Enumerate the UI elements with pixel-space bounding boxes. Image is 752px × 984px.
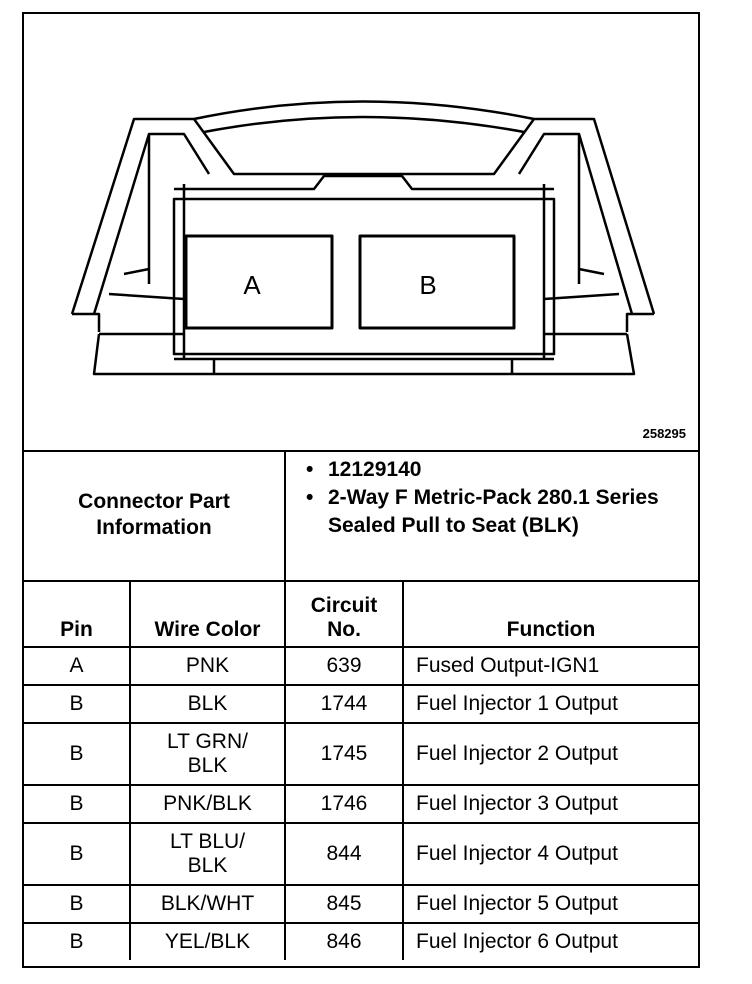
figure-number: 258295 [642,426,686,441]
connector-diagram [24,14,698,452]
part-number: • 12129140 [304,456,684,484]
pin-cell: B [24,923,130,960]
connector-drawing [24,14,698,448]
part-info-label-line: Connector Part [78,490,230,513]
circuit-cell: 1744 [285,685,403,723]
table-row [24,685,698,723]
wire-color-cell: BLK [130,685,285,723]
wire-color-cell: BLK/WHT [130,885,285,923]
pin-cell: B [24,885,130,923]
function-cell: Fuel Injector 3 Output [403,785,698,823]
pin-cell: B [24,823,130,885]
pin-cell: B [24,723,130,785]
part-info-label [24,450,286,580]
header-pin: Pin [24,580,130,647]
function-cell: Fuel Injector 6 Output [403,923,698,960]
table-row [24,785,698,823]
connector-part-info [24,450,698,582]
circuit-cell: 845 [285,885,403,923]
connector-sheet [22,12,700,968]
wire-color-cell: PNK [130,647,285,685]
table-row [24,823,698,885]
pin-a-label: A [243,270,261,300]
circuit-cell: 844 [285,823,403,885]
pin-cell: A [24,647,130,685]
function-cell: Fuel Injector 5 Output [403,885,698,923]
pin-b-label: B [419,270,437,300]
pin-cell: B [24,785,130,823]
function-cell: Fuel Injector 1 Output [403,685,698,723]
circuit-cell: 846 [285,923,403,960]
wire-color-cell: LT GRN/ BLK [130,723,285,785]
header-circuit-no: Circuit No. [285,580,403,647]
pin-cell: B [24,685,130,723]
function-cell: Fused Output-IGN1 [403,647,698,685]
pinout-table [24,580,698,960]
part-info-label-line: Information [96,516,212,539]
table-row [24,647,698,685]
circuit-cell: 1746 [285,785,403,823]
circuit-cell: 1745 [285,723,403,785]
wire-color-cell: PNK/BLK [130,785,285,823]
pinout-header-row [24,580,698,647]
part-info-list [304,456,684,540]
table-row [24,923,698,960]
circuit-cell: 639 [285,647,403,685]
wire-color-cell: YEL/BLK [130,923,285,960]
table-row [24,885,698,923]
header-function: Function [403,580,698,647]
header-wire-color: Wire Color [130,580,285,647]
function-cell: Fuel Injector 4 Output [403,823,698,885]
function-cell: Fuel Injector 2 Output [403,723,698,785]
table-row [24,723,698,785]
part-description: • 2-Way F Metric-Pack 280.1 Series Sealed Pull to Seat (BLK) [304,484,684,540]
wire-color-cell: LT BLU/ BLK [130,823,285,885]
